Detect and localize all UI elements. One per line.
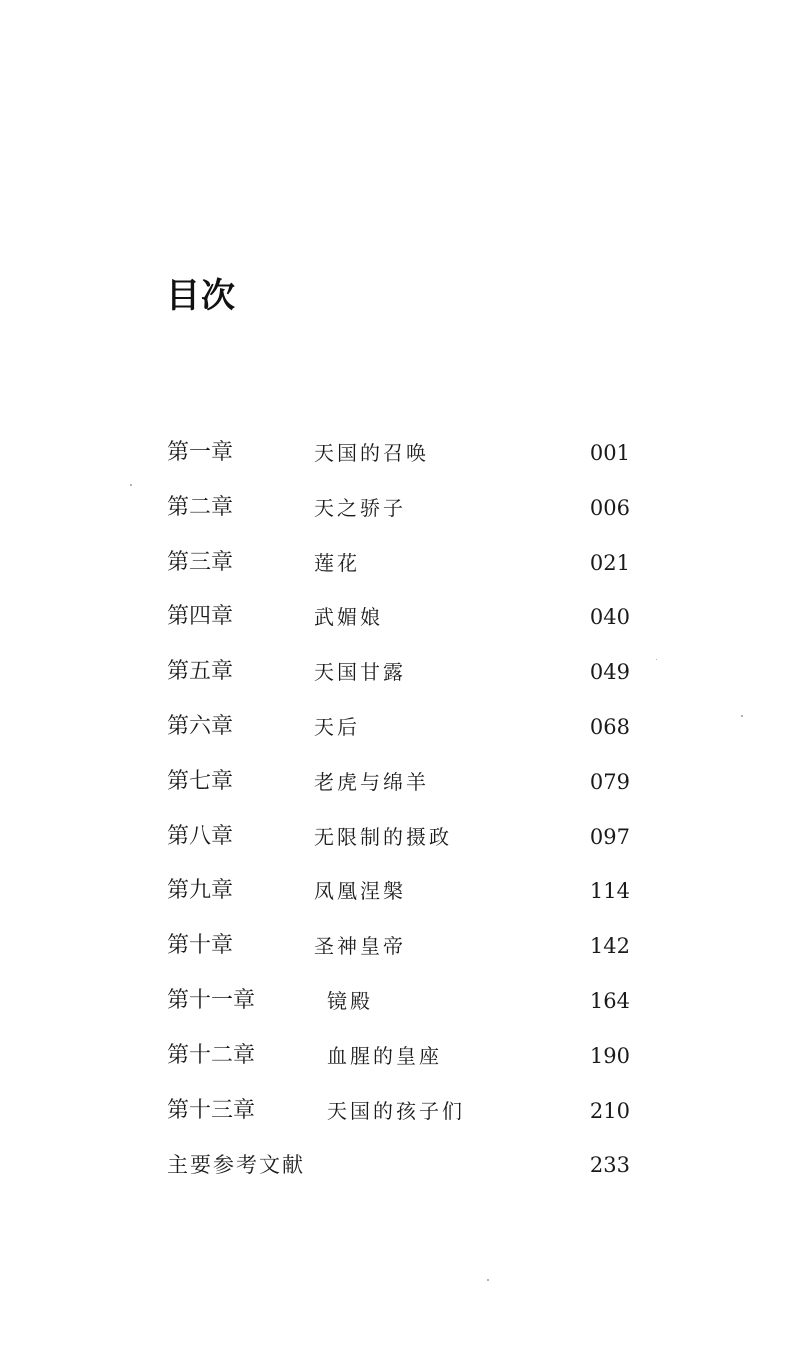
toc-page-number: 006 bbox=[589, 495, 630, 520]
paper-speck bbox=[656, 659, 657, 660]
toc-chapter-label: 第七章 bbox=[167, 768, 234, 794]
toc-page-number: 097 bbox=[589, 824, 630, 849]
toc-chapter-title: 天后 bbox=[314, 714, 360, 739]
toc-page-number: 049 bbox=[589, 660, 630, 685]
toc-list bbox=[0, 429, 800, 1196]
toc-entry-2 bbox=[0, 484, 800, 539]
toc-chapter-label: 第九章 bbox=[167, 878, 234, 904]
toc-page-number: 190 bbox=[589, 1043, 630, 1068]
toc-chapter-label: 第五章 bbox=[167, 659, 234, 685]
toc-chapter-title: 血腥的皇座 bbox=[327, 1043, 442, 1068]
toc-page-number: 021 bbox=[589, 550, 630, 575]
toc-chapter-title: 天国甘露 bbox=[314, 660, 406, 685]
toc-chapter-title: 武媚娘 bbox=[314, 605, 383, 630]
toc-chapter-label: 第一章 bbox=[167, 440, 234, 465]
toc-chapter-label: 第二章 bbox=[167, 494, 234, 520]
toc-chapter-label: 第八章 bbox=[167, 823, 234, 849]
toc-chapter-title: 天国的孩子们 bbox=[327, 1098, 465, 1123]
toc-chapter-label: 第三章 bbox=[167, 549, 234, 575]
toc-chapter-title: 镜殿 bbox=[327, 988, 373, 1013]
toc-page-number: 001 bbox=[589, 441, 630, 465]
toc-page-number: 233 bbox=[589, 1153, 630, 1178]
toc-chapter-title: 天国的召唤 bbox=[314, 441, 429, 465]
toc-chapter-title: 无限制的摄政 bbox=[314, 824, 452, 849]
toc-page-number: 164 bbox=[589, 988, 630, 1013]
toc-chapter-label: 第六章 bbox=[167, 713, 234, 739]
toc-page-number: 079 bbox=[589, 769, 630, 794]
paper-speck bbox=[741, 715, 743, 717]
toc-chapter-title: 莲花 bbox=[314, 550, 360, 575]
toc-entry-7 bbox=[0, 758, 800, 813]
toc-title: 目次 bbox=[166, 276, 236, 316]
toc-page-number: 068 bbox=[589, 714, 630, 739]
toc-chapter-label: 第十章 bbox=[167, 933, 234, 959]
toc-entry-12 bbox=[0, 1032, 800, 1087]
toc-chapter-title: 老虎与绵羊 bbox=[314, 769, 429, 794]
toc-entry-references bbox=[0, 1141, 800, 1196]
toc-entry-3 bbox=[0, 539, 800, 594]
toc-chapter-title: 圣神皇帝 bbox=[314, 934, 406, 959]
toc-references-label: 主要参考文献 bbox=[167, 1153, 305, 1178]
toc-chapter-label: 第十一章 bbox=[167, 987, 256, 1013]
paper-speck bbox=[130, 484, 132, 486]
toc-chapter-label: 第十二章 bbox=[167, 1042, 256, 1068]
toc-entry-13 bbox=[0, 1087, 800, 1142]
toc-entry-5 bbox=[0, 648, 800, 703]
toc-entry-6 bbox=[0, 703, 800, 758]
toc-entry-4 bbox=[0, 593, 800, 648]
toc-entry-11 bbox=[0, 977, 800, 1032]
toc-page-number: 040 bbox=[589, 605, 630, 630]
toc-chapter-title: 天之骄子 bbox=[314, 495, 406, 520]
toc-chapter-label: 第十三章 bbox=[167, 1097, 256, 1123]
toc-page-number: 210 bbox=[589, 1098, 630, 1123]
toc-page-number: 142 bbox=[589, 934, 630, 959]
toc-chapter-title: 凤凰涅槃 bbox=[314, 879, 406, 904]
toc-chapter-label: 第四章 bbox=[167, 604, 234, 630]
toc-entry-10 bbox=[0, 922, 800, 977]
paper-speck bbox=[487, 1279, 489, 1281]
toc-entry-9 bbox=[0, 867, 800, 922]
toc-entry-1 bbox=[0, 429, 800, 484]
toc-entry-8 bbox=[0, 813, 800, 868]
toc-page-number: 114 bbox=[589, 879, 630, 904]
